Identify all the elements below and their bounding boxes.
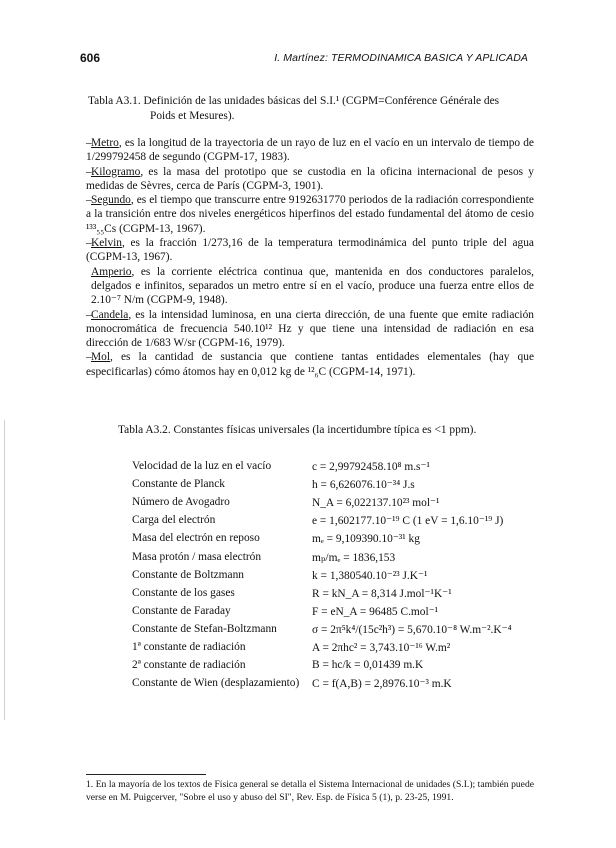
constant-row [132, 457, 552, 475]
constant-value: C = f(A,B) = 2,8976.10⁻³ m.K [312, 678, 452, 691]
si-definitions-list [86, 136, 534, 379]
definition-dash: – [86, 351, 92, 364]
constant-name: Número de Avogadro [132, 496, 230, 509]
definition-term: Mol [91, 351, 110, 364]
constant-row [132, 620, 552, 638]
constant-row [132, 602, 552, 620]
page-number: 606 [80, 51, 101, 65]
constant-row [132, 475, 552, 493]
definition-text: , es la intensidad luminosa, en una cierta dirección, de una fuente que emite radiación monocromática de frecuencia 540.10¹² Hz y que tiene una intensidad de radiación en esa dirección de 1/683 W/sr (CGPM-16, 1979). [86, 308, 534, 350]
definition-term: Kilogramo [91, 165, 141, 178]
definition-text: , es la cantidad de sustancia que contiene tantas entidades elementales (hay que especificarlas) cómo átomos hay en 0,012 kg de ¹²₆C (CGPM-14, 1971). [86, 351, 534, 378]
constant-name: Masa protón / masa electrón [132, 550, 262, 563]
constant-value: c = 2,99792458.10⁸ m.s⁻¹ [312, 461, 430, 474]
definition-item [86, 308, 534, 351]
constant-value: k = 1,380540.10⁻²³ J.K⁻¹ [312, 569, 428, 582]
definition-term: Candela [91, 308, 129, 321]
footnote: 1. En la mayoría de los textos de Física general se detalla el Sistema Internacional de unidades (S.I.); también puede verse en M. Puigcerver, "Sobre el uso y abuso del SI", Rev. Esp. de Física 5 (1), p. 23-25, 1991. [86, 779, 534, 803]
running-title: I. Martínez: TERMODINAMICA BASICA Y APLICADA [274, 52, 528, 64]
constant-name: Constante de Boltzmann [132, 568, 244, 581]
constant-name: Constante de Stefan-Boltzmann [132, 622, 277, 635]
constant-value: mₑ = 9,109390.10⁻³¹ kg [312, 533, 420, 546]
constant-name: Carga del electrón [132, 514, 216, 527]
definition-text: , es el tiempo que transcurre entre 9192631770 periodos de la radiación correspondiente a la transición entre dos niveles energéticos hiperfinos del estado fundamental del átomo de cesio ¹³³₅₅Cs (CGPM-13, 1967). [86, 194, 534, 235]
constant-name: Constante de los gases [132, 586, 235, 599]
constants-table [132, 457, 552, 692]
constant-value: A = 2πhc² = 3,743.10⁻¹⁶ W.m² [312, 641, 451, 654]
definition-text: , es la masa del prototipo que se custodia en la oficina internacional de pesos y medidas de Sèvres, cerca de París (CGPM-3, 1901). [86, 165, 534, 192]
constant-row [132, 529, 552, 547]
definition-item [86, 265, 534, 308]
definition-item [86, 193, 534, 236]
table-a31-caption [88, 94, 528, 124]
constant-row [132, 566, 552, 584]
table-a31-caption-line1: Tabla A3.1. Definición de las unidades básicas del S.I.¹ (CGPM=Conférence Générale des [88, 95, 500, 107]
definition-item [86, 236, 534, 265]
constant-name: 2ª constante de radiación [132, 659, 246, 672]
table-a32-caption: Tabla A3.2. Constantes físicas universales (la incertidumbre típica es <1 ppm). [118, 424, 477, 436]
constant-value: mₚ/mₑ = 1836,153 [312, 551, 396, 564]
definition-term: Amperio [91, 265, 132, 278]
definition-item [86, 165, 534, 194]
constant-value: R = kN_A = 8,314 J.mol⁻¹K⁻¹ [312, 587, 452, 600]
constant-name: 1ª constante de radiación [132, 640, 246, 653]
definition-text: , es la corriente eléctrica continua que, mantenida en dos conductores paralelos, delgados e infinitos, separados un metro entre sí en el vacío, produce una fuerza entre ellos de 2.10⁻⁷ N/m (CGPM-9, 1948). [91, 265, 534, 307]
footnote-divider [86, 774, 206, 775]
constant-value: h = 6,626076.10⁻³⁴ J.s [312, 479, 415, 492]
constant-value: F = eN_A = 96485 C.mol⁻¹ [312, 605, 439, 618]
constant-row [132, 493, 552, 511]
definition-term: Metro [91, 137, 119, 149]
table-a31-caption-line2: Poids et Mesures). [150, 110, 235, 122]
definition-dash: – [86, 308, 92, 321]
definition-item [86, 350, 534, 379]
constant-name: Constante de Faraday [132, 604, 231, 617]
definition-text: , es la longitud de la trayectoria de un rayo de luz en el vacío en un intervalo de tiempo de 1/299792458 de segundo (CGPM-17, 1983). [86, 137, 534, 164]
constant-value: σ = 2π⁵k⁴/(15c²h³) = 5,670.10⁻⁸ W.m⁻².K⁻⁴ [312, 623, 512, 636]
definition-dash: – [86, 165, 92, 178]
constant-name: Constante de Wien (desplazamiento) [132, 677, 300, 690]
constant-row [132, 511, 552, 529]
constant-value: B = hc/k = 0,01439 m.K [312, 659, 424, 672]
constant-row [132, 584, 552, 602]
definition-term: Kelvin [91, 237, 123, 250]
constant-row [132, 656, 552, 674]
constant-row [132, 547, 552, 565]
constant-value: e = 1,602177.10⁻¹⁹ C (1 eV = 1,6.10⁻¹⁹ J) [312, 515, 504, 528]
definition-dash: – [86, 194, 92, 207]
constant-value: N_A = 6,022137.10²³ mol⁻¹ [312, 497, 440, 510]
definition-dash: – [86, 137, 92, 149]
definition-term: Segundo [91, 194, 131, 207]
definition-dash: – [86, 237, 92, 250]
definition-text: , es la fracción 1/273,16 de la temperatura termodinámica del punto triple del agua (CGPM-13, 1967). [86, 237, 534, 264]
scan-margin-line [4, 420, 5, 720]
definition-item [86, 136, 534, 165]
constant-name: Masa del electrón en reposo [132, 532, 260, 545]
constant-name: Velocidad de la luz en el vacío [132, 460, 272, 473]
constant-row [132, 674, 552, 692]
constant-row [132, 638, 552, 656]
constant-name: Constante de Planck [132, 478, 226, 491]
